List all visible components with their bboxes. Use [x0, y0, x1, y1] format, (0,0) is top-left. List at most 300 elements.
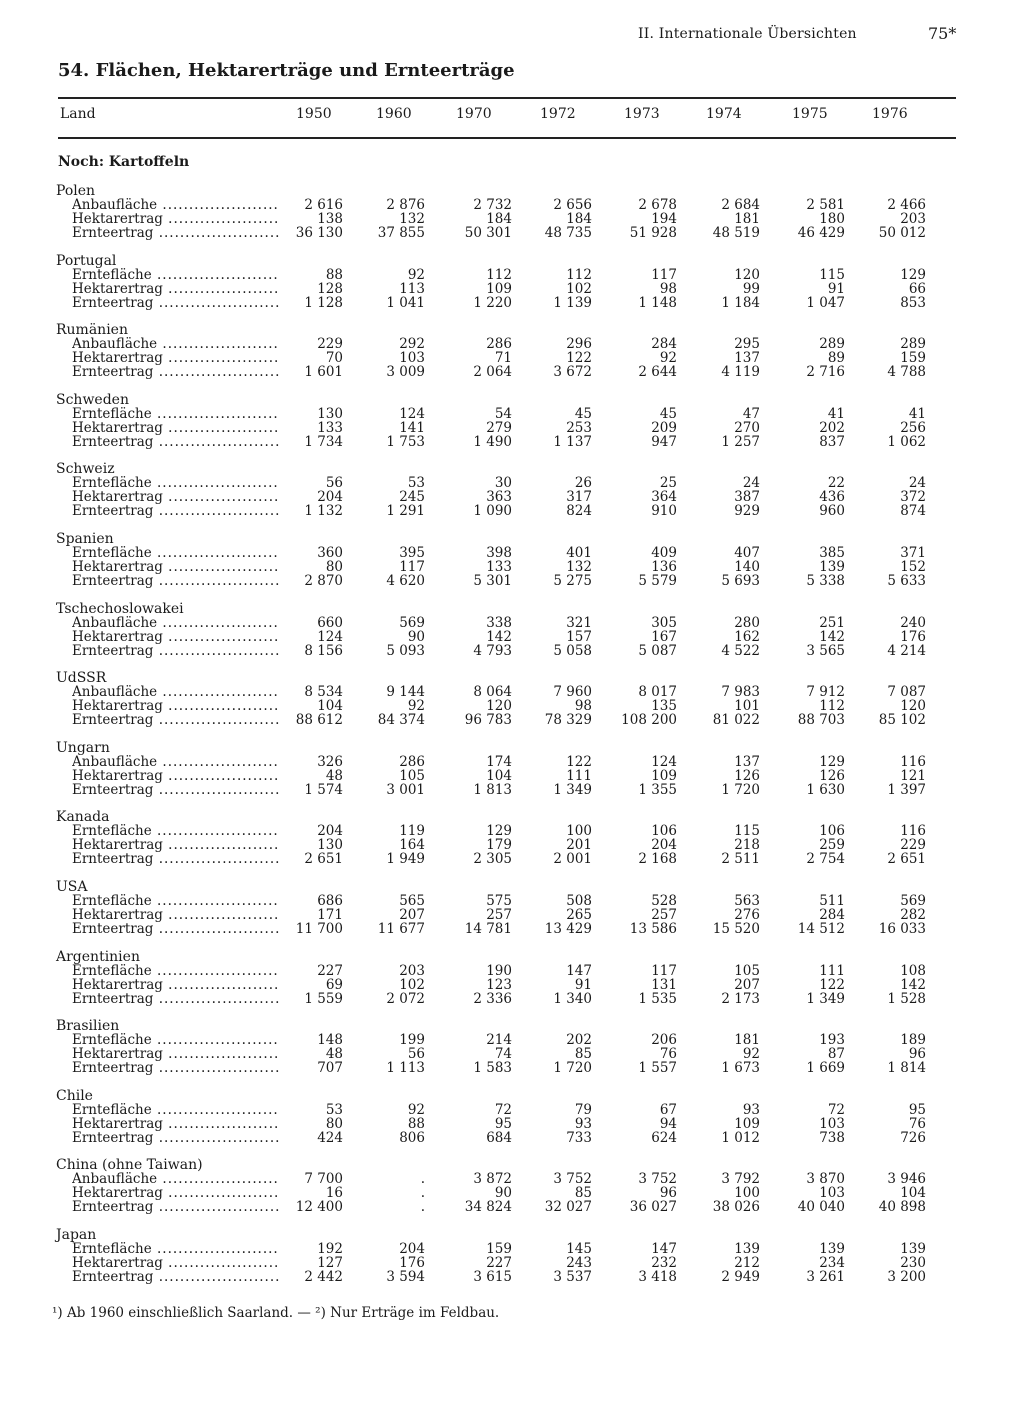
table-cell: 48 519: [712, 225, 760, 241]
table-cell: 201: [566, 837, 592, 853]
table-cell: 145: [566, 1241, 592, 1257]
country-name: Portugal: [56, 253, 117, 269]
table-cell: 194: [651, 211, 677, 227]
table-cell: 4 793: [473, 643, 512, 659]
row-label: Ernteertrag .....: [72, 225, 280, 241]
table-cell: 123: [486, 977, 512, 993]
table-cell: 95: [494, 1116, 512, 1132]
table-cell: 1 132: [304, 503, 343, 519]
table-cell: 289: [900, 336, 926, 352]
table-cell: 132: [566, 559, 592, 575]
row-label: Ernteertrag .....: [72, 295, 280, 311]
table-cell: 2 511: [721, 851, 760, 867]
column-header-year: 1972: [540, 106, 576, 122]
row-label: Hektarertrag .....: [72, 629, 280, 645]
table-row: [0, 1130, 1024, 1144]
table-cell: 105: [399, 768, 425, 784]
table-cell: 824: [566, 503, 592, 519]
table-cell: 140: [734, 559, 760, 575]
table-cell: 16: [325, 1185, 343, 1201]
table-cell: 139: [734, 1241, 760, 1257]
table-row: [0, 991, 1024, 1005]
table-cell: 284: [819, 907, 845, 923]
table-cell: 98: [659, 281, 677, 297]
table-cell: 80: [325, 559, 343, 575]
table-cell: 565: [399, 893, 425, 909]
table-cell: 142: [819, 629, 845, 645]
table-cell: 159: [486, 1241, 512, 1257]
table-cell: 3 615: [473, 1269, 512, 1285]
table-cell: 162: [734, 629, 760, 645]
table-cell: 103: [819, 1116, 845, 1132]
table-cell: 2 305: [473, 851, 512, 867]
table-cell: 24: [742, 475, 760, 491]
table-cell: 1 113: [386, 1060, 425, 1076]
table-row: [0, 406, 1024, 420]
table-cell: 133: [317, 420, 343, 436]
country-name: UdSSR: [56, 670, 107, 686]
table-cell: 184: [486, 211, 512, 227]
table-cell: 88: [407, 1116, 425, 1132]
table-cell: 738: [819, 1130, 845, 1146]
table-cell: 181: [734, 1032, 760, 1048]
country-name: Kanada: [56, 809, 110, 825]
table-cell: 686: [317, 893, 343, 909]
table-cell: 122: [819, 977, 845, 993]
table-cell: 50 012: [878, 225, 926, 241]
table-cell: 129: [486, 823, 512, 839]
table-cell: 124: [651, 754, 677, 770]
section-label: Noch: Kartoffeln: [58, 154, 190, 170]
table-cell: 1 128: [304, 295, 343, 311]
country-name: Spanien: [56, 531, 114, 547]
table-cell: 1 090: [473, 503, 512, 519]
table-cell: 292: [399, 336, 425, 352]
table-cell: 139: [819, 559, 845, 575]
table-cell: 32 027: [544, 1199, 592, 1215]
country-name: Argentinien: [56, 949, 140, 965]
row-label: Anbaufläche .....: [72, 1171, 280, 1187]
table-cell: 92: [407, 267, 425, 283]
table-cell: 2 949: [721, 1269, 760, 1285]
table-cell: 87: [827, 1046, 845, 1062]
table-cell: 305: [651, 615, 677, 631]
table-cell: 364: [651, 489, 677, 505]
table-cell: 624: [651, 1130, 677, 1146]
table-cell: 3 870: [806, 1171, 845, 1187]
table-cell: 36 130: [295, 225, 343, 241]
table-cell: 3 537: [553, 1269, 592, 1285]
table-cell: 511: [819, 893, 845, 909]
table-cell: 11 677: [377, 921, 425, 937]
table-cell: 99: [742, 281, 760, 297]
table-cell: 91: [574, 977, 592, 993]
table-cell: 3 792: [721, 1171, 760, 1187]
table-cell: 147: [566, 963, 592, 979]
table-cell: 227: [317, 963, 343, 979]
table-cell: 256: [900, 420, 926, 436]
table-cell: 806: [399, 1130, 425, 1146]
country-name: Chile: [56, 1088, 93, 1104]
table-cell: 152: [900, 559, 926, 575]
table-row: [0, 1102, 1024, 1116]
table-cell: 424: [317, 1130, 343, 1146]
table-cell: 960: [819, 503, 845, 519]
table-cell: 1 734: [304, 434, 343, 450]
table-cell: 245: [399, 489, 425, 505]
table-cell: 3 261: [806, 1269, 845, 1285]
table-row: [0, 684, 1024, 698]
row-label: Anbaufläche .....: [72, 615, 280, 631]
table-cell: 37 855: [377, 225, 425, 241]
table-cell: 1 583: [473, 1060, 512, 1076]
table-cell: 218: [734, 837, 760, 853]
table-cell: 1 630: [806, 782, 845, 798]
table-cell: 733: [566, 1130, 592, 1146]
table-cell: 129: [819, 754, 845, 770]
row-label: Erntefläche .....: [72, 823, 280, 839]
table-row: [0, 1269, 1024, 1283]
table-cell: 204: [317, 489, 343, 505]
table-cell: 88: [325, 267, 343, 283]
table-cell: 1 720: [553, 1060, 592, 1076]
table-cell: 101: [734, 698, 760, 714]
table-row: [0, 1060, 1024, 1074]
table-cell: 387: [734, 489, 760, 505]
table-cell: 176: [399, 1255, 425, 1271]
table-cell: 128: [317, 281, 343, 297]
table-cell: 295: [734, 336, 760, 352]
table-cell: 2 678: [638, 197, 677, 213]
table-cell: 338: [486, 615, 512, 631]
table-cell: 5 093: [386, 643, 425, 659]
table-cell: 284: [651, 336, 677, 352]
table-cell: 7 087: [887, 684, 926, 700]
table-cell: 126: [734, 768, 760, 784]
table-cell: 45: [574, 406, 592, 422]
table-cell: 122: [566, 350, 592, 366]
table-cell: 3 009: [386, 364, 425, 380]
row-label: Erntefläche .....: [72, 1032, 280, 1048]
top-rule: [58, 97, 956, 99]
table-cell: 286: [399, 754, 425, 770]
table-cell: .: [420, 1199, 425, 1215]
row-label: Hektarertrag .....: [72, 281, 280, 297]
row-label: Ernteertrag .....: [72, 712, 280, 728]
table-cell: 2 876: [386, 197, 425, 213]
table-row: [0, 336, 1024, 350]
table-cell: 874: [900, 503, 926, 519]
row-label: Hektarertrag .....: [72, 1046, 280, 1062]
table-cell: 5 633: [887, 573, 926, 589]
table-cell: 108 200: [621, 712, 677, 728]
table-cell: 81 022: [712, 712, 760, 728]
page-number: 75*: [928, 24, 957, 43]
table-cell: 5 301: [473, 573, 512, 589]
table-cell: 212: [734, 1255, 760, 1271]
table-cell: 1 012: [721, 1130, 760, 1146]
table-cell: 117: [651, 267, 677, 283]
country-name: Ungarn: [56, 740, 110, 756]
table-cell: 171: [317, 907, 343, 923]
table-cell: 401: [566, 545, 592, 561]
table-cell: 53: [407, 475, 425, 491]
table-cell: 26: [574, 475, 592, 491]
table-cell: 102: [399, 977, 425, 993]
table-cell: 910: [651, 503, 677, 519]
table-cell: 203: [900, 211, 926, 227]
table-cell: 279: [486, 420, 512, 436]
row-label: Hektarertrag .....: [72, 1185, 280, 1201]
table-row: [0, 615, 1024, 629]
table-cell: 229: [317, 336, 343, 352]
table-cell: 265: [566, 907, 592, 923]
table-cell: 660: [317, 615, 343, 631]
table-cell: 90: [407, 629, 425, 645]
table-cell: 184: [566, 211, 592, 227]
table-cell: 72: [494, 1102, 512, 1118]
table-cell: 363: [486, 489, 512, 505]
table-row: [0, 434, 1024, 448]
table-cell: 159: [900, 350, 926, 366]
table-cell: 124: [399, 406, 425, 422]
table-cell: 204: [399, 1241, 425, 1257]
table-cell: 2 870: [304, 573, 343, 589]
table-cell: 176: [900, 629, 926, 645]
table-cell: 30: [494, 475, 512, 491]
table-cell: 78 329: [544, 712, 592, 728]
row-label: Erntefläche .....: [72, 545, 280, 561]
table-cell: 2 684: [721, 197, 760, 213]
table-cell: 360: [317, 545, 343, 561]
table-cell: 135: [651, 698, 677, 714]
table-cell: 2 581: [806, 197, 845, 213]
table-cell: 204: [651, 837, 677, 853]
table-cell: 48: [325, 768, 343, 784]
table-cell: 684: [486, 1130, 512, 1146]
column-header-year: 1974: [706, 106, 742, 122]
table-cell: 112: [819, 698, 845, 714]
table-cell: 12 400: [295, 1199, 343, 1215]
table-cell: 2 168: [638, 851, 677, 867]
column-header-year: 1970: [456, 106, 492, 122]
table-cell: 206: [651, 1032, 677, 1048]
table-title: 54. Flächen, Hektarerträge und Ernteerträge: [58, 60, 515, 81]
table-row: [0, 475, 1024, 489]
row-label: Ernteertrag .....: [72, 851, 280, 867]
table-cell: 45: [659, 406, 677, 422]
table-cell: 138: [317, 211, 343, 227]
country-name: Polen: [56, 183, 96, 199]
table-cell: 853: [900, 295, 926, 311]
table-cell: 1 949: [386, 851, 425, 867]
table-cell: 94: [659, 1116, 677, 1132]
table-cell: 53: [325, 1102, 343, 1118]
page-header-section: II. Internationale Übersichten: [638, 26, 857, 42]
table-cell: 85 102: [878, 712, 926, 728]
row-label: Hektarertrag .....: [72, 837, 280, 853]
table-cell: 2 716: [806, 364, 845, 380]
row-label: Ernteertrag .....: [72, 643, 280, 659]
table-cell: 289: [819, 336, 845, 352]
table-cell: 66: [908, 281, 926, 297]
table-cell: 180: [819, 211, 845, 227]
table-cell: 234: [819, 1255, 845, 1271]
table-cell: 124: [317, 629, 343, 645]
row-label: Ernteertrag .....: [72, 921, 280, 937]
table-cell: 4 788: [887, 364, 926, 380]
row-label: Anbaufläche .....: [72, 197, 280, 213]
table-cell: 85: [574, 1046, 592, 1062]
table-row: [0, 1171, 1024, 1185]
table-cell: 1 673: [721, 1060, 760, 1076]
table-cell: 112: [486, 267, 512, 283]
table-cell: 2 173: [721, 991, 760, 1007]
table-cell: 232: [651, 1255, 677, 1271]
table-cell: 1 813: [473, 782, 512, 798]
table-row: [0, 573, 1024, 587]
table-cell: 98: [574, 698, 592, 714]
table-cell: 726: [900, 1130, 926, 1146]
table-cell: 296: [566, 336, 592, 352]
table-cell: 92: [407, 698, 425, 714]
table-cell: 528: [651, 893, 677, 909]
table-row: [0, 211, 1024, 225]
row-label: Erntefläche .....: [72, 1102, 280, 1118]
table-row: [0, 350, 1024, 364]
table-cell: 76: [908, 1116, 926, 1132]
table-cell: 84 374: [377, 712, 425, 728]
table-cell: 398: [486, 545, 512, 561]
table-cell: 2 072: [386, 991, 425, 1007]
row-label: Ernteertrag .....: [72, 1269, 280, 1285]
table-cell: 130: [317, 406, 343, 422]
table-cell: 88 703: [797, 712, 845, 728]
row-label: Hektarertrag .....: [72, 1116, 280, 1132]
table-cell: 136: [651, 559, 677, 575]
table-cell: 5 338: [806, 573, 845, 589]
table-cell: 15 520: [712, 921, 760, 937]
row-label: Hektarertrag .....: [72, 768, 280, 784]
table-cell: 126: [819, 768, 845, 784]
header-rule: [58, 137, 956, 139]
country-name: Schweden: [56, 392, 129, 408]
table-cell: 112: [566, 267, 592, 283]
table-cell: 1 139: [553, 295, 592, 311]
table-row: [0, 1199, 1024, 1213]
table-cell: 38 026: [712, 1199, 760, 1215]
table-cell: 71: [494, 350, 512, 366]
table-cell: 76: [659, 1046, 677, 1062]
table-cell: 85: [574, 1185, 592, 1201]
table-row: [0, 545, 1024, 559]
table-cell: 3 752: [553, 1171, 592, 1187]
table-cell: 142: [486, 629, 512, 645]
table-cell: 109: [734, 1116, 760, 1132]
table-cell: 280: [734, 615, 760, 631]
table-cell: 276: [734, 907, 760, 923]
table-cell: 251: [819, 615, 845, 631]
table-cell: 7 960: [553, 684, 592, 700]
table-cell: 1 137: [553, 434, 592, 450]
table-row: [0, 1255, 1024, 1269]
table-cell: 947: [651, 434, 677, 450]
table-cell: 192: [317, 1241, 343, 1257]
table-cell: 1 220: [473, 295, 512, 311]
table-cell: 11 700: [295, 921, 343, 937]
table-cell: 120: [486, 698, 512, 714]
table-row: [0, 907, 1024, 921]
table-cell: 41: [827, 406, 845, 422]
table-cell: 131: [651, 977, 677, 993]
table-row: [0, 1116, 1024, 1130]
table-cell: 2 442: [304, 1269, 343, 1285]
table-cell: 174: [486, 754, 512, 770]
table-cell: 240: [900, 615, 926, 631]
table-cell: 7 700: [304, 1171, 343, 1187]
table-cell: 1 340: [553, 991, 592, 1007]
table-cell: 4 214: [887, 643, 926, 659]
table-cell: 115: [819, 267, 845, 283]
table-cell: 24: [908, 475, 926, 491]
table-cell: 326: [317, 754, 343, 770]
table-cell: 2 651: [304, 851, 343, 867]
country-name: Rumänien: [56, 322, 128, 338]
table-cell: 103: [399, 350, 425, 366]
country-name: USA: [56, 879, 88, 895]
table-cell: 164: [399, 837, 425, 853]
table-cell: 575: [486, 893, 512, 909]
table-cell: 1 528: [887, 991, 926, 1007]
table-row: [0, 837, 1024, 851]
table-cell: 91: [827, 281, 845, 297]
table-row: [0, 698, 1024, 712]
table-cell: 5 087: [638, 643, 677, 659]
table-cell: 14 512: [797, 921, 845, 937]
table-cell: 113: [399, 281, 425, 297]
table-cell: 569: [900, 893, 926, 909]
table-cell: 93: [574, 1116, 592, 1132]
table-cell: 22: [827, 475, 845, 491]
table-cell: 3 565: [806, 643, 845, 659]
country-name: Tschechoslowakei: [56, 601, 184, 617]
table-row: [0, 420, 1024, 434]
table-row: [0, 893, 1024, 907]
table-cell: 270: [734, 420, 760, 436]
table-cell: 3 752: [638, 1171, 677, 1187]
table-cell: 2 651: [887, 851, 926, 867]
table-cell: 56: [407, 1046, 425, 1062]
table-cell: 141: [399, 420, 425, 436]
table-cell: 1 062: [887, 434, 926, 450]
table-cell: 1 148: [638, 295, 677, 311]
table-cell: 4 522: [721, 643, 760, 659]
table-cell: 243: [566, 1255, 592, 1271]
row-label: Anbaufläche .....: [72, 754, 280, 770]
table-cell: 189: [900, 1032, 926, 1048]
table-cell: 4 119: [721, 364, 760, 380]
table-cell: 54: [494, 406, 512, 422]
footnote: ¹) Ab 1960 einschließlich Saarland. — ²) Nur Erträge im Feldbau.: [52, 1305, 500, 1321]
table-cell: 120: [900, 698, 926, 714]
table-cell: 72: [827, 1102, 845, 1118]
table-cell: 837: [819, 434, 845, 450]
table-cell: 103: [819, 1185, 845, 1201]
table-cell: 202: [819, 420, 845, 436]
row-label: Erntefläche .....: [72, 267, 280, 283]
table-cell: 1 753: [386, 434, 425, 450]
table-cell: 4 620: [386, 573, 425, 589]
